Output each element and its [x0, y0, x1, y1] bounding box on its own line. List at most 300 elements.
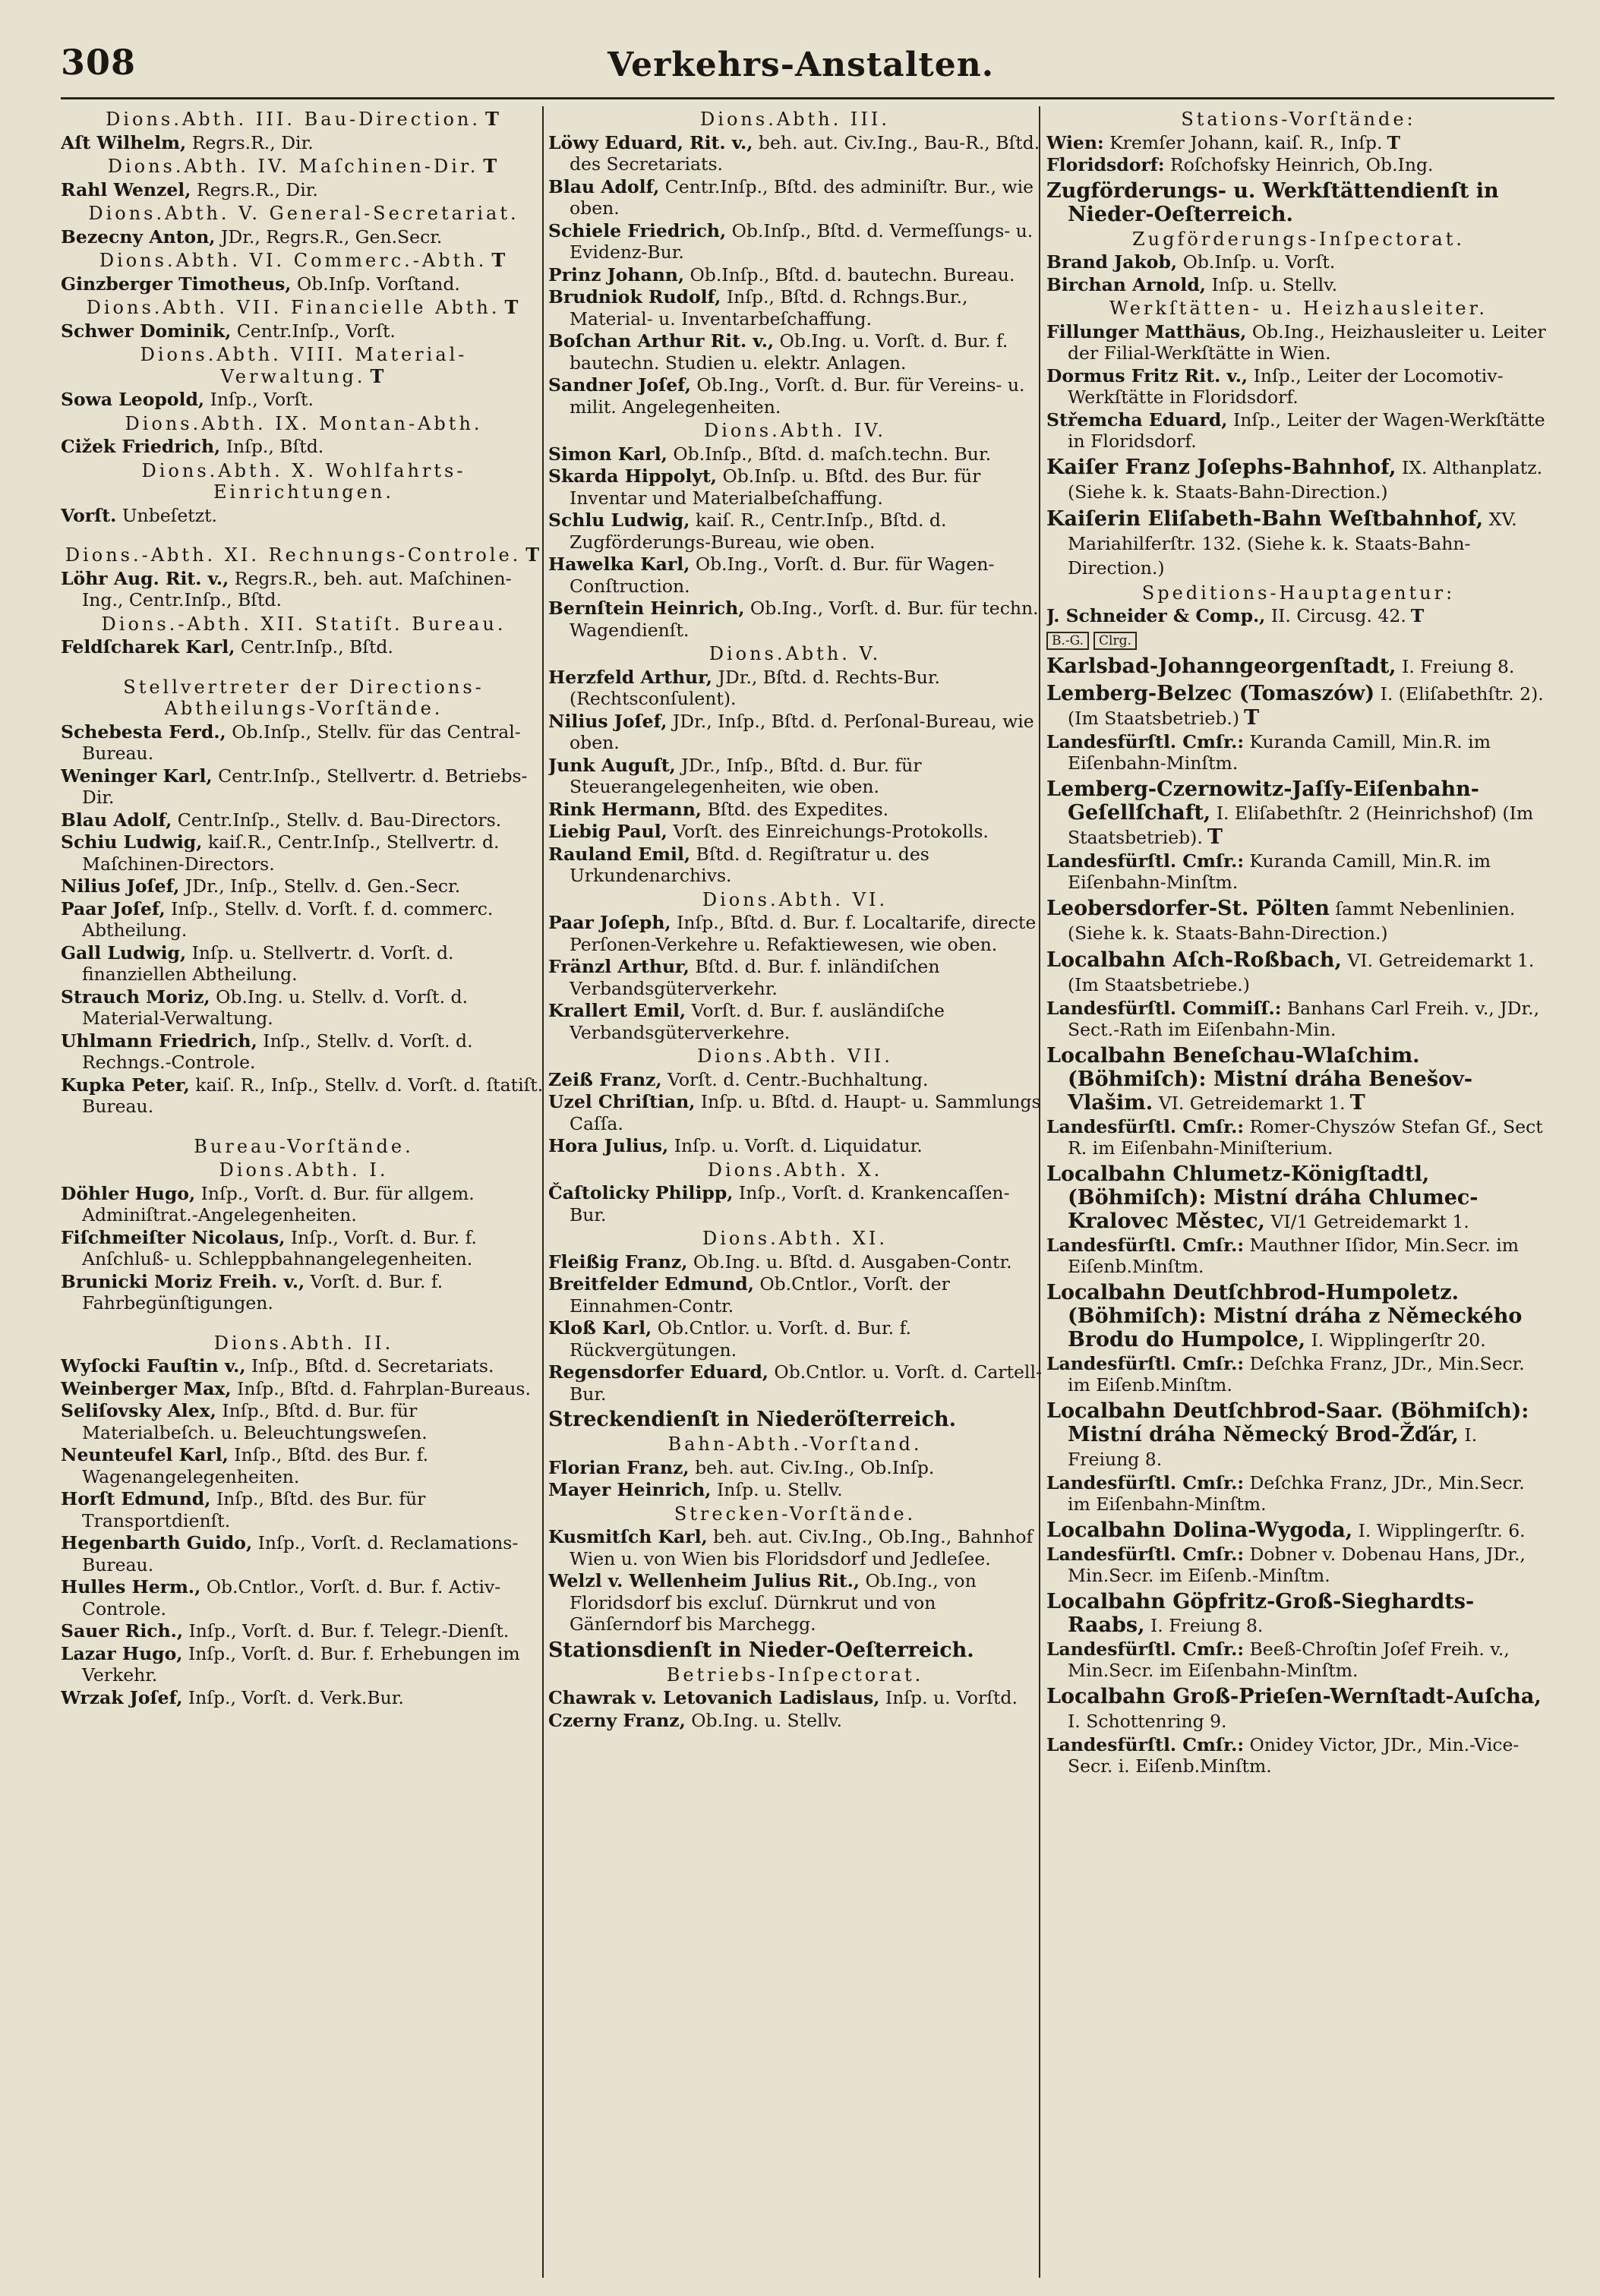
entry-details: Inſp., Bſtd. d. Bur. für Materialbeſch. u. Beleuchtungsweſen. [82, 1400, 428, 1443]
entry-details: Ob.Cntlor. u. Vorſt. d. Bur. f. Rückvergütungen. [570, 1317, 911, 1361]
header-rule [61, 97, 1554, 99]
organisation-address: XV. Mariahilferſtr. 132. (Siehe k. k. Staats-Bahn-Direction.) [1068, 508, 1517, 579]
entry-details: Kuranda Camill, Min.R. im Eiſenbahn-Minſtm. [1068, 730, 1491, 774]
section-heading [61, 344, 547, 387]
entry-details: kaiſ.R., Centr.Inſp., Stellvertr. d. Maſchinen-Directors. [82, 831, 500, 875]
section-heading [61, 109, 547, 131]
entry-details: kaiſ. R., Inſp., Stellv. d. Vorſt. d. ſtatiſt. Bureau. [82, 1074, 544, 1117]
person-name: Hora Julius, [548, 1135, 669, 1156]
organisation-heading [1046, 1044, 1551, 1115]
directory-entry [1046, 1638, 1551, 1682]
person-name: Landesfürſtl. Cmſr.: [1046, 1352, 1245, 1374]
entry-details: Regrs.R., Dir. [186, 131, 314, 153]
directory-entry [61, 1532, 547, 1575]
spacer [61, 527, 547, 542]
entry-details: Centr.Inſp., Stellv. d. Bau-Directors. [172, 809, 502, 831]
heading-text: Zugförderungs-Inſpectorat. [1131, 228, 1466, 250]
entry-details: Inſp., Bſtd. des Bur. f. Wagenangelegenheiten. [82, 1444, 429, 1487]
entry-details: Ob.Inſp., Bſtd. d. maſch.techn. Bur. [667, 443, 992, 465]
entry-details: Inſp., Vorſt. d. Krankencaſſen-Bur. [570, 1182, 1010, 1225]
directory-entry [61, 1183, 547, 1226]
directory-entry [548, 554, 1042, 597]
directory-entry [548, 1182, 1042, 1225]
person-name: Nilius Joſef, [548, 710, 667, 732]
organisation-name: Stationsdienſt in Nieder-Oeſterreich. [548, 1638, 974, 1662]
person-name: Schiele Friedrich, [548, 219, 727, 241]
section-heading [61, 156, 547, 178]
entry-details: Inſp., Stellv. d. Vorſt. d. Rechngs.-Controle. [82, 1030, 473, 1073]
entry-details: Vorſt. d. Centr.-Buchhaltung. [661, 1068, 929, 1090]
heading-text: Betriebs-Inſpectorat. [666, 1664, 924, 1686]
entry-details: Vorſt. d. Bur. f. ausländiſche Verbandsgüterverkehre. [570, 1000, 945, 1043]
directory-entry [61, 1227, 547, 1270]
directory-entry [548, 711, 1042, 754]
directory-entry [61, 389, 547, 411]
heading-text: Dions.Abth. IV. [703, 420, 887, 441]
person-name: Schwer Dominik, [61, 320, 232, 342]
person-name: Fillunger Matthäus, [1046, 320, 1247, 342]
entry-details: Centr.Inſp., Bſtd. [235, 636, 393, 658]
organisation-heading [548, 1408, 1042, 1431]
person-name: Landesfürſtl. Cmſr.: [1046, 1733, 1245, 1755]
organisation-address: I. (Eliſabethſtr. 2). (Im Staatsbetrieb.) [1068, 683, 1544, 729]
directory-entry [548, 821, 1042, 843]
directory-entry [548, 1570, 1042, 1635]
directory-entry [548, 799, 1042, 821]
telephone-icon: T [485, 108, 502, 130]
person-name: Dormus Fritz Rit. v., [1046, 364, 1248, 386]
telephone-icon: T [1387, 131, 1400, 153]
person-name: Sauer Rich., [61, 1620, 184, 1642]
organisation-name: Localbahn Deutſchbrod-Saar. (Böhmiſch): Mistní dráha Německý Brod-Žďár, [1046, 1399, 1529, 1446]
entry-details: Onidey Victor, JDr., Min.-Vice-Secr. i. Eiſenb.Minſtm. [1068, 1733, 1520, 1777]
directory-entry [548, 132, 1042, 175]
person-name: Brudniok Rudolf, [548, 286, 721, 308]
organisation-heading [1046, 1590, 1551, 1638]
organisation-name: Leobersdorfer-St. Pölten [1046, 896, 1330, 920]
person-name: Wrzak Joſef, [61, 1686, 183, 1708]
heading-text: Dions.Abth. IV. Maſchinen-Dir. [107, 156, 479, 177]
entry-details: Centr.Inſp., Stellvertr. d. Betriebs-Dir. [82, 765, 528, 808]
directory-entry [1046, 274, 1551, 296]
organisation-address: I. Freiung 8. [1396, 655, 1515, 677]
section-heading [548, 1503, 1042, 1525]
entry-details: Ob.Inſp., Bſtd. d. bautechn. Bureau. [684, 263, 1015, 285]
telephone-icon: T [1207, 825, 1223, 849]
entry-details: Inſp., Bſtd. d. Secretariats. [245, 1355, 494, 1377]
directory-entry [61, 809, 547, 831]
entry-details: Ob.Ing., Vorſt. d. Bur. für Vereins- u. milit. Angelegenheiten. [570, 374, 1025, 418]
person-name: Rauland Emil, [548, 843, 691, 865]
directory-entry [1046, 132, 1551, 154]
entry-details: beh. aut. Civ.Ing., Ob.Inſp. [689, 1456, 935, 1478]
directory-entry [1046, 251, 1551, 273]
telephone-icon: T [525, 544, 543, 566]
entry-details: Inſp., Bſtd. d. Bur. f. Localtarife, directe Perſonen-Verkehre u. Refaktiewesen, wie oben. [570, 912, 1037, 955]
person-name: Florian Franz, [548, 1456, 690, 1478]
entry-details: JDr., Regrs.R., Gen.Secr. [215, 226, 443, 248]
heading-text: Dions.Abth. X. Wohlfahrts-Einrichtungen. [141, 459, 466, 503]
entry-details: JDr., Bſtd. d. Rechts-Bur. (Rechtsconſulent). [570, 666, 941, 709]
directory-entry [61, 875, 547, 897]
heading-text: Dions.Abth. VIII. Material-Verwaltung. [140, 344, 468, 387]
heading-text: Dions.Abth. II. [213, 1332, 394, 1354]
organisation-name: Localbahn Aſch-Roßbach, [1046, 948, 1342, 972]
telephone-icon: T [1244, 705, 1260, 730]
section-heading [61, 1159, 547, 1181]
organisation-name: Localbahn Groß-Prieſen-Wernſtadt-Auſcha, [1046, 1684, 1542, 1708]
person-name: Neunteufel Karl, [61, 1444, 229, 1465]
organisation-heading [1046, 1281, 1551, 1352]
column-2 [548, 106, 1042, 2278]
column-3 [1046, 106, 1551, 2278]
person-name: Breitfelder Edmund, [548, 1273, 754, 1295]
entry-details: Inſp. u. Bſtd. d. Haupt- u. Sammlungs Caſſa. [570, 1091, 1041, 1134]
heading-text: Dions.Abth. VII. [697, 1046, 893, 1067]
organisation-heading [1046, 897, 1551, 945]
entry-details: Mauthner Iſidor, Min.Secr. im Eiſenb.Minſtm. [1068, 1234, 1520, 1277]
entry-details: Ob.Ing., Heizhausleiter u. Leiter der Filial-Werkſtätte in Wien. [1068, 320, 1546, 364]
person-name: Sowa Leopold, [61, 389, 205, 410]
directory-entry [548, 844, 1042, 887]
entry-details: Inſp., Bſtd. [220, 436, 324, 457]
entry-details: Inſp., Vorſt. d. Reclamations-Bureau. [82, 1532, 519, 1575]
entry-details: Ob.Inſp., Bſtd. d. Vermeſſungs- u. Evidenz-Bur. [570, 219, 1034, 263]
directory-entry [548, 598, 1042, 641]
section-heading [61, 413, 547, 435]
directory-entry [548, 1251, 1042, 1273]
heading-text: Dions.Abth. III. [700, 109, 890, 130]
directory-entry [1046, 409, 1551, 453]
person-name: Hulles Herm., [61, 1576, 201, 1597]
directory-entry [548, 1000, 1042, 1043]
section-heading [548, 420, 1042, 442]
person-name: Löwy Eduard, Rit. v., [548, 131, 753, 153]
directory-entry [61, 1355, 547, 1377]
organisation-name: Zugförderungs- u. Werkſtättendienſt in Nieder-Oeſterreich. [1046, 178, 1499, 226]
entry-details: Kremſer Johann, kaiſ. R., Inſp. [1103, 131, 1383, 153]
entry-details: Vorſt. d. Bur. f. Fahrbegünſtigungen. [82, 1270, 443, 1314]
entry-details: Ob.Ing. u. Bſtd. d. Ausgaben-Contr. [687, 1250, 1012, 1273]
heading-text: Dions.-Abth. XII. Statiſt. Bureau. [101, 613, 507, 635]
section-heading [61, 1136, 547, 1158]
directory-entry [1046, 1734, 1551, 1777]
person-name: Schiu Ludwig, [61, 831, 203, 853]
entry-details: Kuranda Camill, Min.R. im Eiſenbahn-Minſtm. [1068, 850, 1491, 893]
entry-details: Roſchofsky Heinrich, Ob.Ing. [1164, 154, 1434, 175]
heading-text: Dions.-Abth. XI. Rechnungs-Controle. [65, 544, 522, 566]
organisation-address: I. Freiung 8. [1068, 1424, 1478, 1470]
person-name: Gall Ludwig, [61, 941, 187, 964]
badge: Clrg. [1093, 632, 1137, 650]
person-name: Kusmitſch Karl, [548, 1526, 708, 1547]
directory-entry [548, 220, 1042, 263]
directory-entry [548, 1273, 1042, 1317]
person-name: Rahl Wenzel, [61, 178, 191, 200]
directory-entry [61, 1271, 547, 1314]
entry-details: Inſp., Vorſt. d. Bur. f. Erhebungen im Verkehr. [82, 1642, 520, 1686]
entry-details: Ob.Inſp., Stellv. für das Central-Bureau. [82, 721, 521, 764]
membership-badges [1046, 628, 1551, 651]
organisation-heading [1046, 777, 1551, 850]
section-heading [61, 544, 547, 566]
directory-entry [61, 1074, 547, 1118]
person-name: Skarda Hippolyt, [548, 465, 717, 487]
organisation-address: IX. Althanplatz. (Siehe k. k. Staats-Bahn-Direction.) [1068, 456, 1543, 503]
directory-entry [1046, 1116, 1551, 1159]
person-name: Birchan Arnold, [1046, 273, 1206, 295]
entry-details: Inſp., Bſtd. d. Rchngs.Bur., Material- u. Inventarbeſchaffung. [570, 286, 968, 330]
section-heading [61, 1332, 547, 1355]
person-name: Střemcha Eduard, [1046, 408, 1228, 430]
entry-details: Deſchka Franz, JDr., Min.Secr. im Eiſenbahn-Minſtm. [1068, 1471, 1525, 1515]
person-name: Liebig Paul, [548, 821, 667, 842]
organisation-name: Kaiſer Franz Joſephs-Bahnhof, [1046, 455, 1396, 479]
entry-details: Ob.Cntlor., Vorſt. d. Bur. f. Activ-Controle. [82, 1576, 501, 1620]
entry-details: Regrs.R., Dir. [191, 178, 318, 200]
heading-text: Dions.Abth. VI. [702, 888, 888, 910]
directory-entry [1046, 365, 1551, 408]
directory-entry [548, 374, 1042, 418]
organisation-name: Localbahn Chlumetz-Königſtadtl, (Böhmiſch): Mistní dráha Chlumec-Kralovec Městec, [1046, 1162, 1479, 1233]
entry-details: JDr., Inſp., Stellv. d. Gen.-Secr. [179, 875, 461, 897]
entry-details: Inſp., Bſtd. des Bur. für Transportdienſt. [82, 1488, 426, 1531]
entry-details: beh. aut. Civ.Ing., Bau-R., Bſtd. des Secretariats. [570, 131, 1040, 175]
section-heading [1046, 298, 1551, 320]
heading-text: Stellvertreter der Directions-Abtheilungs-Vorſtände. [123, 676, 484, 719]
organisation-address: I. Wipplingerſtr 20. [1305, 1329, 1486, 1351]
person-name: J. Schneider & Comp., [1046, 605, 1266, 626]
person-name: Wien: [1046, 131, 1104, 153]
organisation-address: VI. Getreidemarkt 1. [1153, 1092, 1346, 1114]
person-name: Vorſt. [61, 504, 117, 526]
entry-details: Bſtd. d. Regiſtratur u. des Urkundenarchivs. [570, 843, 929, 886]
person-name: Fleißig Franz, [548, 1250, 688, 1273]
organisation-name: Localbahn Göpfritz-Groß-Sieghardts-Raabs, [1046, 1589, 1475, 1637]
badge: B.-G. [1046, 632, 1089, 650]
telephone-icon: T [491, 249, 509, 271]
person-name: Landesfürſtl. Cmſr.: [1046, 1115, 1245, 1137]
person-name: Ginzberger Timotheus, [61, 273, 292, 295]
directory-entry [1046, 321, 1551, 364]
directory-entry [548, 1361, 1042, 1405]
entry-details: Inſp., Bſtd. d. Fahrplan-Bureaus. [231, 1377, 531, 1399]
person-name: Blau Adolf, [548, 175, 660, 197]
heading-text: Strecken-Vorſtände. [674, 1503, 917, 1525]
organisation-heading [1046, 507, 1551, 580]
person-name: Nilius Joſef, [61, 875, 180, 897]
organisation-name: Lemberg-Belzec (Tomaszów) [1046, 681, 1375, 705]
person-name: Czerny Franz, [548, 1709, 686, 1731]
person-name: Sandner Joſef, [548, 374, 691, 396]
person-name: Landesfürſtl. Cmſr.: [1046, 1471, 1245, 1493]
person-name: Blau Adolf, [61, 809, 172, 831]
directory-entry [548, 755, 1042, 798]
person-name: Bernſtein Heinrich, [548, 598, 745, 619]
directory-entry [1046, 1544, 1551, 1587]
person-name: Rink Hermann, [548, 798, 702, 820]
organisation-address: I. Eliſabethſtr. 2 (Heinrichshof) (Im Staatsbetrieb). [1068, 802, 1534, 848]
entry-details: Inſp., Vorſt. [204, 389, 314, 410]
section-heading [548, 109, 1042, 131]
column-1 [61, 106, 547, 2278]
heading-text: Dions.Abth. X. [707, 1159, 883, 1181]
directory-entry [548, 1457, 1042, 1479]
organisation-address: I. Schottenring 9. [1068, 1710, 1227, 1732]
section-heading [548, 1228, 1042, 1250]
directory-entry [548, 176, 1042, 219]
organisation-address: I. Wipplingerſtr. 6. [1352, 1519, 1526, 1541]
directory-entry [548, 956, 1042, 999]
person-name: Kupka Peter, [61, 1074, 190, 1096]
section-heading [61, 676, 547, 720]
directory-entry [548, 264, 1042, 286]
organisation-address: VI. Getreidemarkt 1. (Im Staatsbetriebe.) [1068, 949, 1535, 995]
organisation-heading [1046, 1162, 1551, 1234]
entry-details: Ob.Ing. u. Stellv. [685, 1709, 842, 1731]
directory-entry [61, 1687, 547, 1709]
person-name: Boſchan Arthur Rit. v., [548, 330, 775, 352]
person-name: Čaſtolicky Philipp, [548, 1182, 734, 1203]
person-name: Herzfeld Arthur, [548, 666, 712, 688]
person-name: Paar Joſeph, [548, 912, 671, 933]
entry-details: Romer-Chyszów Stefan Gf., Sect R. im Eiſenbahn-Miniſterium. [1068, 1115, 1543, 1159]
directory-entry [61, 568, 547, 611]
directory-entry [1046, 1235, 1551, 1278]
section-heading [1046, 229, 1551, 251]
entry-details: Beeß-Chroſtin Joſef Freih. v., Min.Secr. im Eiſenbahn-Minſtm. [1068, 1638, 1510, 1681]
heading-text: Speditions-Hauptagentur: [1141, 582, 1456, 604]
person-name: Floridsdorf: [1046, 154, 1165, 175]
telephone-icon: T [370, 364, 387, 387]
entry-details: Inſp., Leiter der Locomotiv-Werkſtätte in Floridsdorf. [1068, 364, 1504, 408]
heading-text: Dions.Abth. VI. Commerc.-Abth. [99, 250, 488, 271]
organisation-heading [1046, 682, 1551, 730]
entry-details: Inſp. u. Vorſt. d. Liquidatur. [668, 1135, 923, 1156]
person-name: Fränzl Arthur, [548, 956, 690, 977]
directory-entry [61, 1576, 547, 1620]
entry-details: Ob.Ing., von Floridsdorf bis excluſ. Dürnkrut und von Gänſerndorf bis Marchegg. [570, 1570, 977, 1635]
person-name: Landesfürſtl. Cmſr.: [1046, 1543, 1245, 1565]
entry-details: Ob.Ing. u. Vorſt. d. Bur. f. bautechn. Studien u. elektr. Anlagen. [570, 330, 1008, 374]
entry-details: Unbeſetzt. [116, 504, 217, 526]
directory-entry [61, 320, 547, 342]
directory-entry [1046, 1472, 1551, 1515]
directory-entry [61, 986, 547, 1030]
entry-details: beh. aut. Civ.Ing., Ob.Ing., Bahnhof Wien u. von Wien bis Floridsdorf und Jedleſee. [570, 1526, 1034, 1569]
directory-entry [548, 1479, 1042, 1501]
person-name: Weninger Karl, [61, 765, 213, 787]
directory-entry [548, 912, 1042, 955]
organisation-name: Localbahn Deutſchbrod-Humpoletz. (Böhmiſch): Mistní dráha z Německého Brodu do Humpolce, [1046, 1280, 1523, 1351]
entry-details: JDr., Inſp., Bſtd. d. Perſonal-Bureau, wie oben. [570, 710, 1034, 753]
organisation-heading [1046, 456, 1551, 504]
heading-text: Bureau-Vorſtände. [194, 1135, 414, 1157]
heading-text: Dions.Abth. III. Bau-Direction. [106, 109, 481, 130]
heading-text: Dions.Abth. V. General-Secretariat. [88, 203, 519, 224]
entry-details: Inſp. u. Stellv. [1205, 273, 1338, 295]
section-heading [61, 203, 547, 225]
directory-entry [548, 443, 1042, 465]
directory-entry [548, 509, 1042, 553]
section-heading [1046, 582, 1551, 604]
directory-entry [61, 1400, 547, 1443]
page-number: 308 [61, 42, 137, 83]
person-name: Regensdorfer Eduard, [548, 1361, 768, 1383]
section-heading [548, 1159, 1042, 1181]
entry-details: Ob.Inſp. Vorſtand. [291, 273, 460, 295]
person-name: Schebesta Ferd., [61, 721, 226, 743]
entry-details: Ob.Inſp. u. Vorſt. [1177, 251, 1336, 273]
directory-entry [548, 667, 1042, 710]
directory-entry [548, 1317, 1042, 1361]
organisation-address: I. Freiung 8. [1144, 1614, 1264, 1636]
person-name: Welzl v. Wellenheim Julius Rit., [548, 1570, 860, 1591]
heading-text: Bahn-Abth.-Vorſtand. [667, 1433, 923, 1455]
person-name: Prinz Johann, [548, 263, 685, 285]
person-name: Löhr Aug. Rit. v., [61, 567, 229, 589]
organisation-heading [1046, 1519, 1551, 1543]
directory-entry [61, 721, 547, 765]
organisation-heading [1046, 654, 1551, 679]
person-name: Brand Jakob, [1046, 251, 1178, 273]
person-name: Cižek Friedrich, [61, 436, 221, 457]
person-name: Lazar Hugo, [61, 1642, 183, 1664]
heading-text: Stations-Vorſtände: [1181, 109, 1416, 130]
person-name: Uzel Chriſtian, [548, 1091, 696, 1112]
spacer [61, 1315, 547, 1330]
person-name: Simon Karl, [548, 443, 667, 465]
telephone-icon: T [504, 296, 522, 318]
entry-details: Bſtd. des Expedites. [702, 798, 889, 820]
section-heading [548, 1664, 1042, 1686]
person-name: Uhlmann Friedrich, [61, 1030, 257, 1052]
heading-text: Dions.Abth. IX. Montan-Abth. [125, 412, 483, 434]
spacer [61, 1118, 547, 1134]
person-name: Schlu Ludwig, [548, 509, 690, 531]
directory-entry [61, 1488, 547, 1531]
person-name: Landesfürſtl. Cmſr.: [1046, 1638, 1245, 1660]
directory-entry [548, 1526, 1042, 1569]
person-name: Seliſovsky Alex, [61, 1400, 216, 1421]
entry-details: Vorſt. des Einreichungs-Protokolls. [667, 821, 989, 842]
directory-entry [61, 831, 547, 875]
entry-details: Inſp. u. Stellv. [711, 1479, 843, 1500]
telephone-icon: T [1410, 605, 1425, 626]
entry-details: Banhans Carl Freih. v., JDr., Sect.-Rath im Eiſenbahn-Min. [1068, 997, 1540, 1040]
entry-details: Ob.Ing. u. Stellv. d. Vorſt. d. Material-Verwaltung. [82, 986, 469, 1029]
directory-entry [548, 1135, 1042, 1157]
telephone-icon: T [483, 155, 500, 177]
organisation-heading [1046, 179, 1551, 226]
entry-details: Inſp., Vorſt. d. Bur. f. Telegr.-Dienſt. [183, 1620, 510, 1642]
heading-text: Dions.Abth. V. [708, 643, 882, 664]
directory-entry [61, 1444, 547, 1487]
person-name: Landesfürſtl. Cmſr.: [1046, 1234, 1245, 1256]
person-name: Landesfürſtl. Cmſr.: [1046, 850, 1245, 872]
entry-details: Inſp., Vorſt. d. Bur. f. Anſchluß- u. Schleppbahnangelegenheiten. [82, 1226, 478, 1269]
entry-details: Ob.Inſp. u. Bſtd. des Bur. für Inventar und Materialbeſchaffung. [570, 465, 981, 509]
directory-entry [548, 1687, 1042, 1709]
heading-text: Werkſtätten- u. Heizhausleiter. [1109, 298, 1488, 319]
person-name: Horſt Edmund, [61, 1488, 211, 1509]
section-heading [548, 1046, 1042, 1068]
entry-details: Ob.Cntlor., Vorſt. der Einnahmen-Contr. [570, 1273, 950, 1317]
directory-entry [1046, 998, 1551, 1041]
entry-details: Ob.Cntlor. u. Vorſt. d. Cartell-Bur. [570, 1361, 1042, 1405]
directory-entry [548, 1069, 1042, 1091]
section-heading [548, 1433, 1042, 1456]
